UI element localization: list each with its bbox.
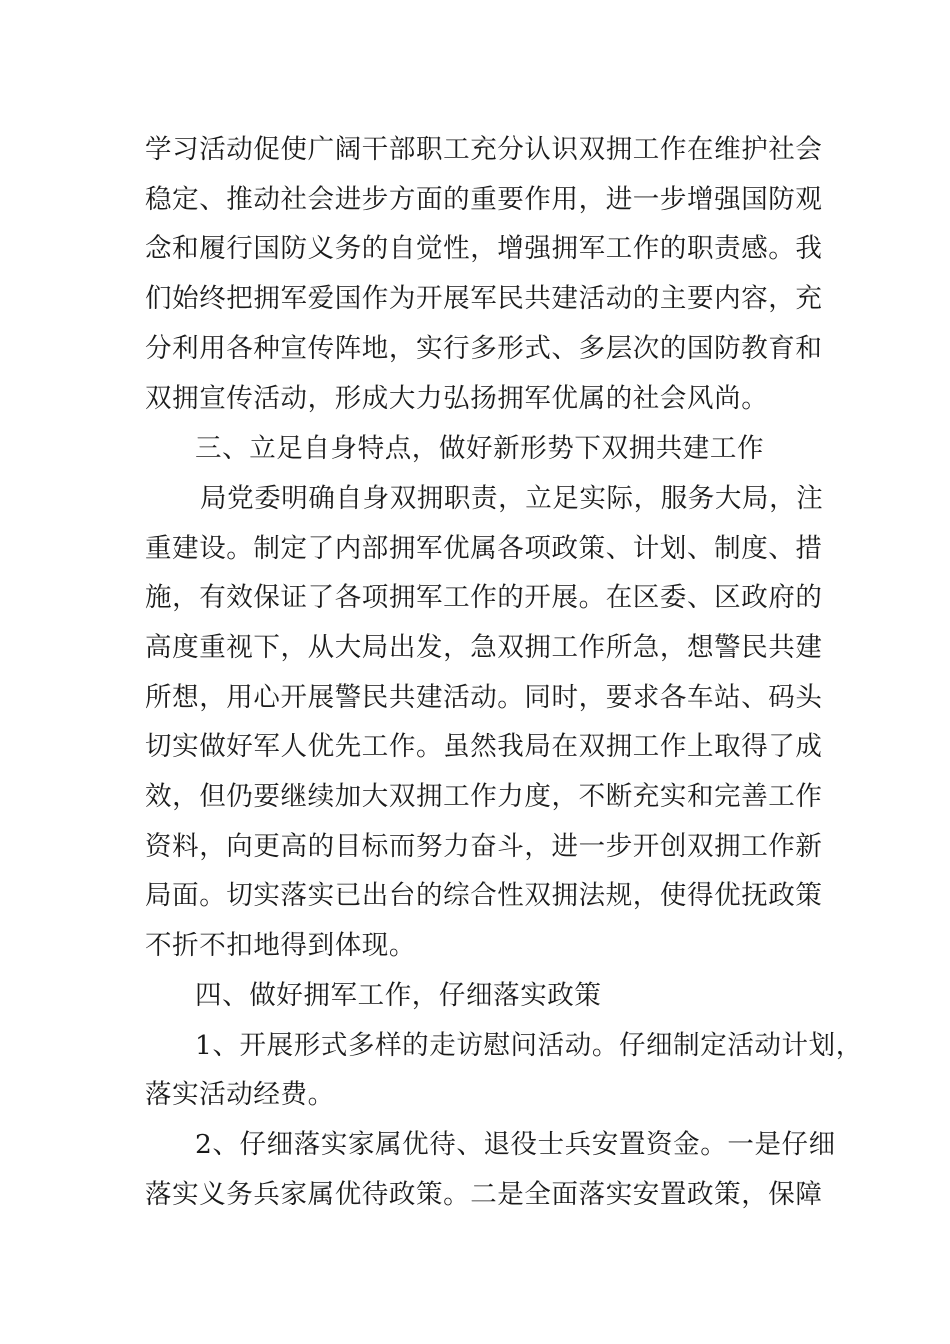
section-heading: 三、立足自身特点，做好新形势下双拥共建工作	[195, 433, 765, 464]
paragraph-line: 所想，用心开展警民共建活动。同时，要求各车站、码头	[145, 682, 823, 713]
paragraph-line: 高度重视下，从大局出发，急双拥工作所急，想警民共建	[145, 632, 823, 663]
paragraph-line: 局面。切实落实已出台的综合性双拥法规，使得优抚政策	[145, 880, 823, 911]
paragraph-line: 施，有效保证了各项拥军工作的开展。在区委、区政府的	[145, 582, 823, 613]
paragraph-line: 落实活动经费。	[145, 1079, 335, 1110]
paragraph-line: 重建设。制定了内部拥军优属各项政策、计划、制度、措	[145, 533, 823, 564]
paragraph-line: 局党委明确自身双拥职责，立足实际，服务大局，注	[200, 483, 824, 514]
paragraph-line: 资料，向更高的目标而努力奋斗，进一步开创双拥工作新	[145, 831, 823, 862]
paragraph-line: 稳定、推动社会进步方面的重要作用，进一步增强国防观	[145, 184, 823, 215]
paragraph-line: 切实做好军人优先工作。虽然我局在双拥工作上取得了成	[145, 731, 823, 762]
paragraph-line: 落实义务兵家属优待政策。二是全面落实安置政策，保障	[145, 1179, 823, 1210]
paragraph-line: 效，但仍要继续加大双拥工作力度，不断充实和完善工作	[145, 781, 823, 812]
section-heading: 四、做好拥军工作，仔细落实政策	[195, 980, 602, 1011]
list-item: 2、仔细落实家属优待、退役士兵安置资金。一是仔细	[195, 1129, 836, 1160]
paragraph-line: 不折不扣地得到体现。	[145, 930, 416, 961]
list-item: 1、开展形式多样的走访慰问活动。仔细制定活动计划，	[195, 1030, 863, 1061]
paragraph-line: 双拥宣传活动，形成大力弘扬拥军优属的社会风尚。	[145, 383, 769, 414]
paragraph-line: 分利用各种宣传阵地，实行多形式、多层次的国防教育和	[145, 333, 823, 364]
paragraph-line: 念和履行国防义务的自觉性，增强拥军工作的职责感。我	[145, 233, 823, 264]
paragraph-line: 们始终把拥军爱国作为开展军民共建活动的主要内容，充	[145, 283, 823, 314]
paragraph-line: 学习活动促使广阔干部职工充分认识双拥工作在维护社会	[145, 134, 823, 165]
